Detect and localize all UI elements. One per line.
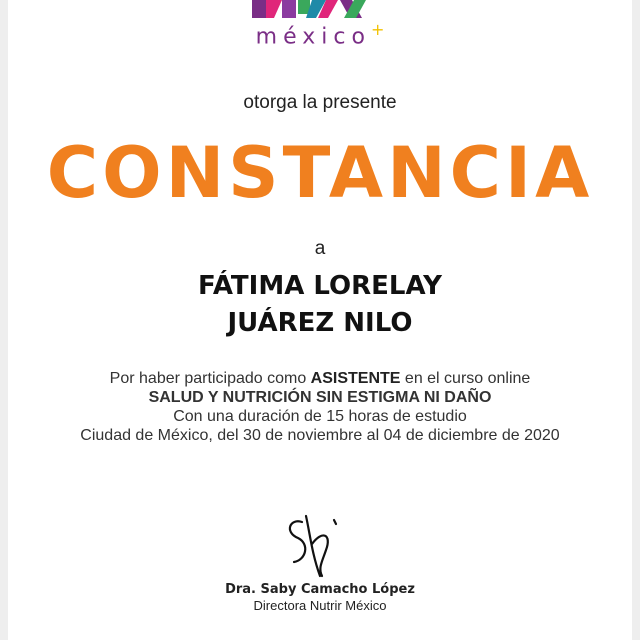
logo-word: méxico bbox=[255, 24, 371, 50]
participation-role: ASISTENTE bbox=[310, 370, 401, 387]
certificate-title: CONSTANCIA bbox=[46, 132, 594, 214]
recipient-name-line2: JUÁREZ NILO bbox=[227, 308, 413, 338]
participation-line bbox=[0, 370, 640, 388]
place-and-dates: Ciudad de México, del 30 de noviembre al 04 de diciembre de 2020 bbox=[80, 427, 560, 444]
to-text: a bbox=[314, 238, 326, 259]
participation-pre: Por haber participado como bbox=[109, 370, 311, 387]
logo-wordmark bbox=[0, 20, 640, 49]
signer-name: Dra. Saby Camacho López bbox=[225, 582, 415, 597]
course-duration: Con una duración de 15 horas de estudio bbox=[173, 408, 467, 425]
course-name: SALUD Y NUTRICIÓN SIN ESTIGMA NI DAÑO bbox=[148, 389, 492, 406]
recipient-name-line1: FÁTIMA LORELAY bbox=[198, 271, 442, 301]
participation-post: en el curso online bbox=[400, 370, 531, 387]
mx-logo-icon bbox=[252, 0, 374, 22]
logo-plus: + bbox=[370, 20, 385, 39]
handwritten-signature bbox=[276, 510, 356, 586]
intro-text: otorga la presente bbox=[243, 92, 397, 113]
signer-role: Directora Nutrir México bbox=[253, 598, 387, 613]
mexico-logo bbox=[0, 0, 640, 52]
